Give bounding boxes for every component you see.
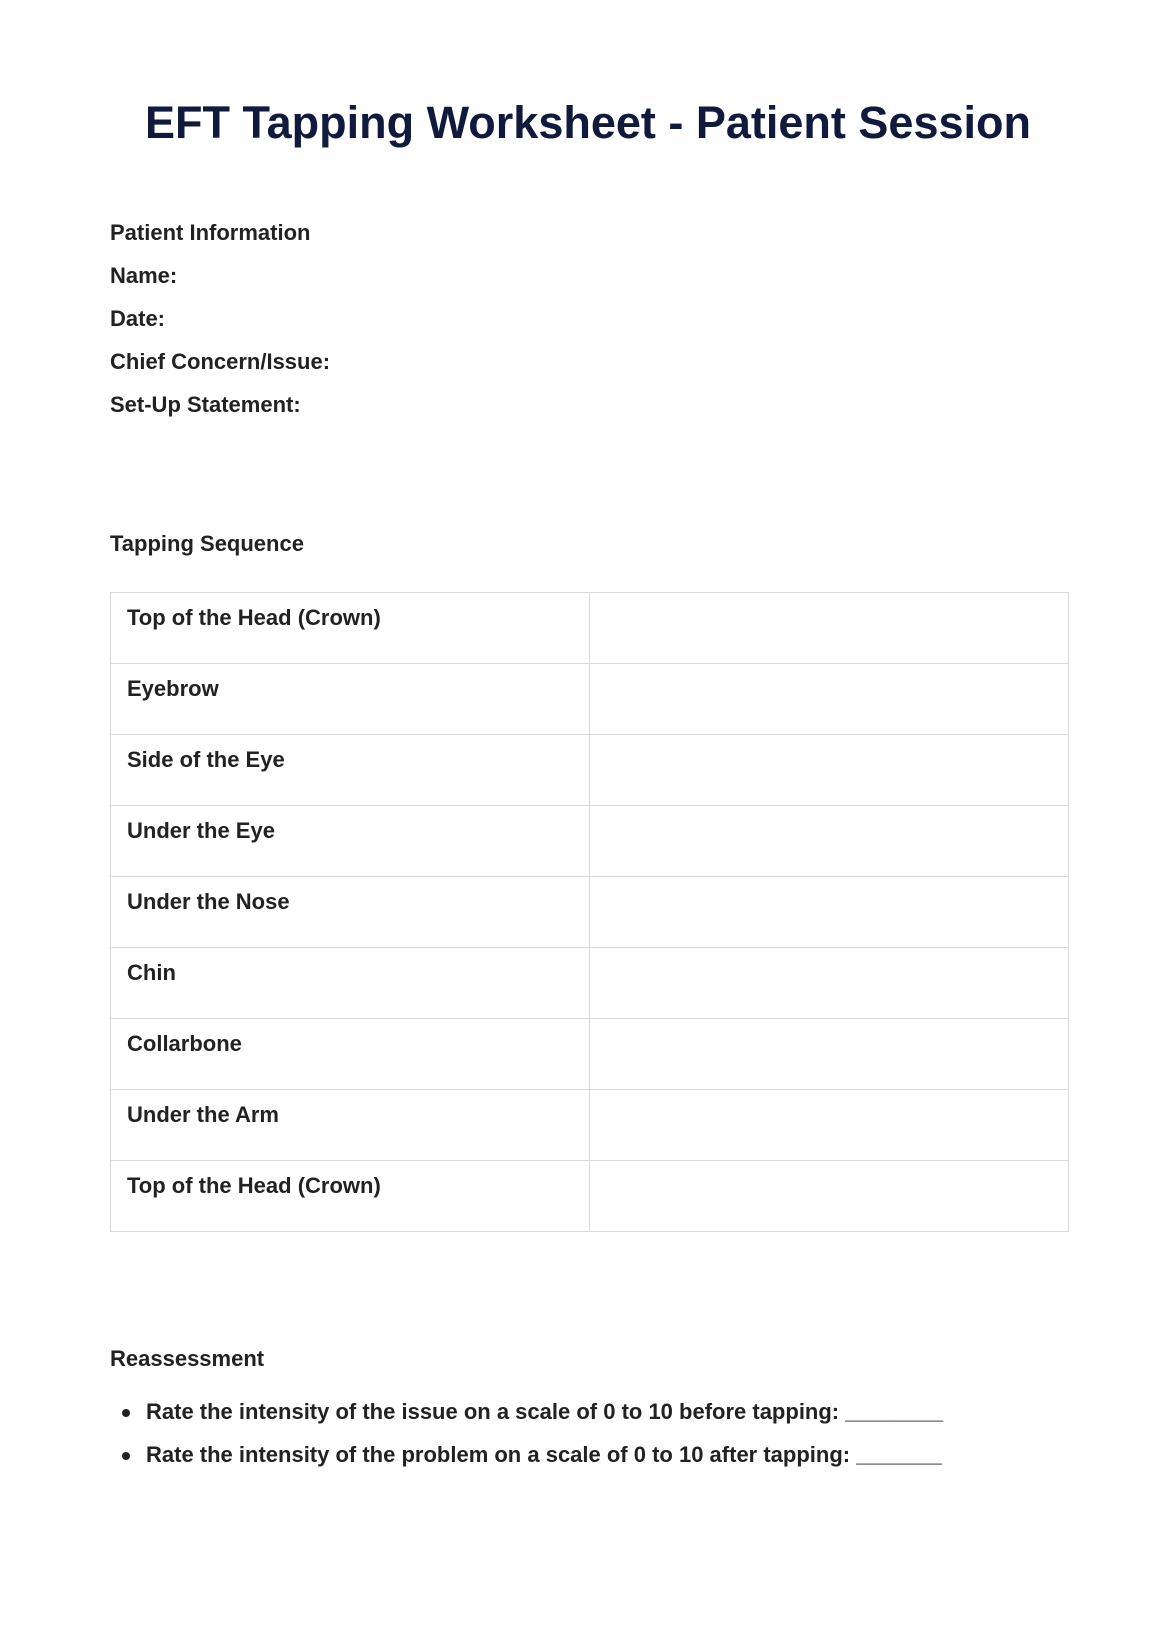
tapping-point-cell: Collarbone	[111, 1019, 590, 1090]
tapping-sequence-heading: Tapping Sequence	[110, 531, 304, 556]
date-field-label: Date:	[110, 306, 166, 331]
table-row	[111, 735, 1069, 806]
list-item	[110, 1398, 943, 1441]
table-row	[111, 1161, 1069, 1232]
tapping-point-cell: Top of the Head (Crown)	[111, 593, 590, 664]
table-row	[111, 593, 1069, 664]
tapping-point-cell: Under the Eye	[111, 806, 590, 877]
tapping-notes-cell[interactable]	[590, 806, 1069, 877]
reassessment-list	[110, 1398, 943, 1484]
patient-information-heading: Patient Information	[110, 220, 311, 245]
patient-information-fields	[110, 262, 330, 434]
table-row	[111, 1090, 1069, 1161]
tapping-notes-cell[interactable]	[590, 735, 1069, 806]
setup-statement-field-label: Set-Up Statement:	[110, 392, 301, 417]
tapping-notes-cell[interactable]	[590, 1161, 1069, 1232]
table-row	[111, 1019, 1069, 1090]
bullet-icon	[122, 1452, 130, 1460]
reassessment-heading: Reassessment	[110, 1346, 265, 1371]
table-row	[111, 877, 1069, 948]
chief-concern-field-label: Chief Concern/Issue:	[110, 349, 331, 374]
tapping-point-cell: Chin	[111, 948, 590, 1019]
tapping-point-cell: Under the Nose	[111, 877, 590, 948]
table-row	[111, 664, 1069, 735]
tapping-notes-cell[interactable]	[590, 664, 1069, 735]
tapping-notes-cell[interactable]	[590, 593, 1069, 664]
page-title: EFT Tapping Worksheet - Patient Session	[145, 97, 1031, 148]
tapping-notes-cell[interactable]	[590, 1019, 1069, 1090]
tapping-point-cell: Top of the Head (Crown)	[111, 1161, 590, 1232]
list-item	[110, 1441, 943, 1484]
table-row	[111, 806, 1069, 877]
tapping-notes-cell[interactable]	[590, 877, 1069, 948]
after-tapping-rating-text: Rate the intensity of the problem on a scale of 0 to 10 after tapping: _______	[146, 1442, 942, 1467]
tapping-point-cell: Eyebrow	[111, 664, 590, 735]
name-field-label: Name:	[110, 263, 178, 288]
tapping-point-cell: Side of the Eye	[111, 735, 590, 806]
tapping-sequence-table	[110, 592, 1069, 1232]
table-row	[111, 948, 1069, 1019]
tapping-point-cell: Under the Arm	[111, 1090, 590, 1161]
bullet-icon	[122, 1409, 130, 1417]
before-tapping-rating-text: Rate the intensity of the issue on a scale of 0 to 10 before tapping: ________	[146, 1399, 944, 1424]
tapping-notes-cell[interactable]	[590, 948, 1069, 1019]
tapping-notes-cell[interactable]	[590, 1090, 1069, 1161]
